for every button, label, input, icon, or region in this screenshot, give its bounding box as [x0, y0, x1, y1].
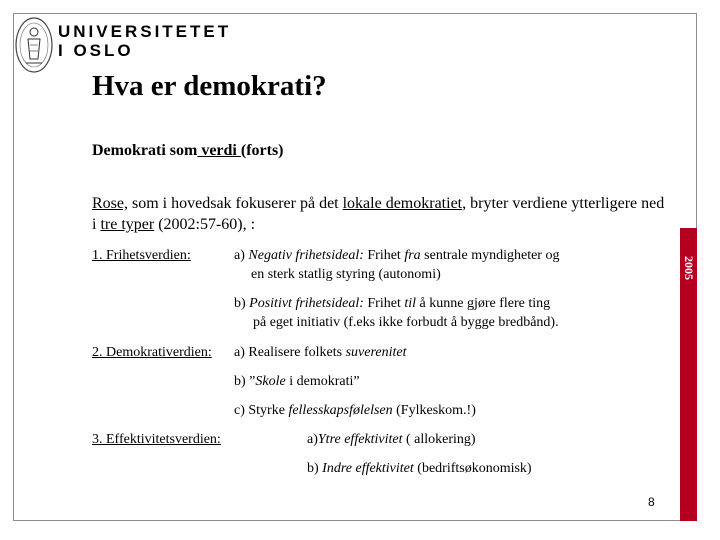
page-title: Hva er demokrati? [92, 70, 327, 102]
intro-text-2: , bryter verdiene ytterligere ned i [92, 195, 665, 233]
item-1-line-a-cont: en sterk statlig styring (autonomi) [251, 267, 441, 282]
subtitle-link[interactable]: verdi [197, 142, 241, 159]
subtitle-pre: Demokrati som [92, 142, 198, 159]
subtitle-post: (forts) [240, 142, 284, 159]
logo-line-1: UNIVERSITETET [58, 22, 232, 41]
item-1-line-b: b) Positivt frihetsideal: Frihet til å kunne gjøre flere ting [234, 296, 551, 311]
item-1-label[interactable]: 1. Frihetsverdien: [92, 248, 191, 263]
year-label: 2005 [682, 256, 696, 280]
item-2-line-c: c) Styrke fellesskapsfølelsen (Fylkeskom.!) [234, 403, 476, 418]
item-2-label [92, 343, 212, 362]
item-1-line-a: a) Negativ frihetsideal: Frihet fra sentrale myndigheter og [234, 248, 560, 263]
page-number: 8 [648, 495, 655, 509]
intro-text-1: som i hovedsak fokuserer på det [128, 195, 343, 212]
item-2-line-a: a) Realisere folkets suverenitet [234, 345, 407, 360]
item-3-label[interactable]: 3. Effektivitetsverdien: [92, 432, 221, 447]
intro-link-local[interactable]: lokale demokratiet [342, 195, 463, 212]
logo-line-2: I OSLO [58, 41, 134, 60]
item-1-line-b-cont: på eget initiativ (f.eks ikke forbudt å bygge bredbånd). [253, 315, 559, 330]
item-2-label-text[interactable]: 2. Demokrativerdien: [92, 345, 212, 360]
item-3-line-b: b) Indre effektivitet (bedriftsøkonomisk) [307, 461, 532, 476]
intro-link-types[interactable]: tre typer [100, 216, 155, 233]
university-seal-icon [14, 15, 54, 75]
item-3-line-a: a)Ytre effektivitet ( allokering) [307, 432, 476, 447]
intro-text-3: (2002:57-60), : [154, 216, 256, 233]
intro-link-rose[interactable]: Rose, [92, 195, 128, 212]
university-logo [58, 22, 231, 60]
intro-paragraph [92, 193, 672, 235]
item-2-line-b: b) ”Skole i demokrati” [234, 374, 360, 389]
subtitle [92, 142, 284, 160]
